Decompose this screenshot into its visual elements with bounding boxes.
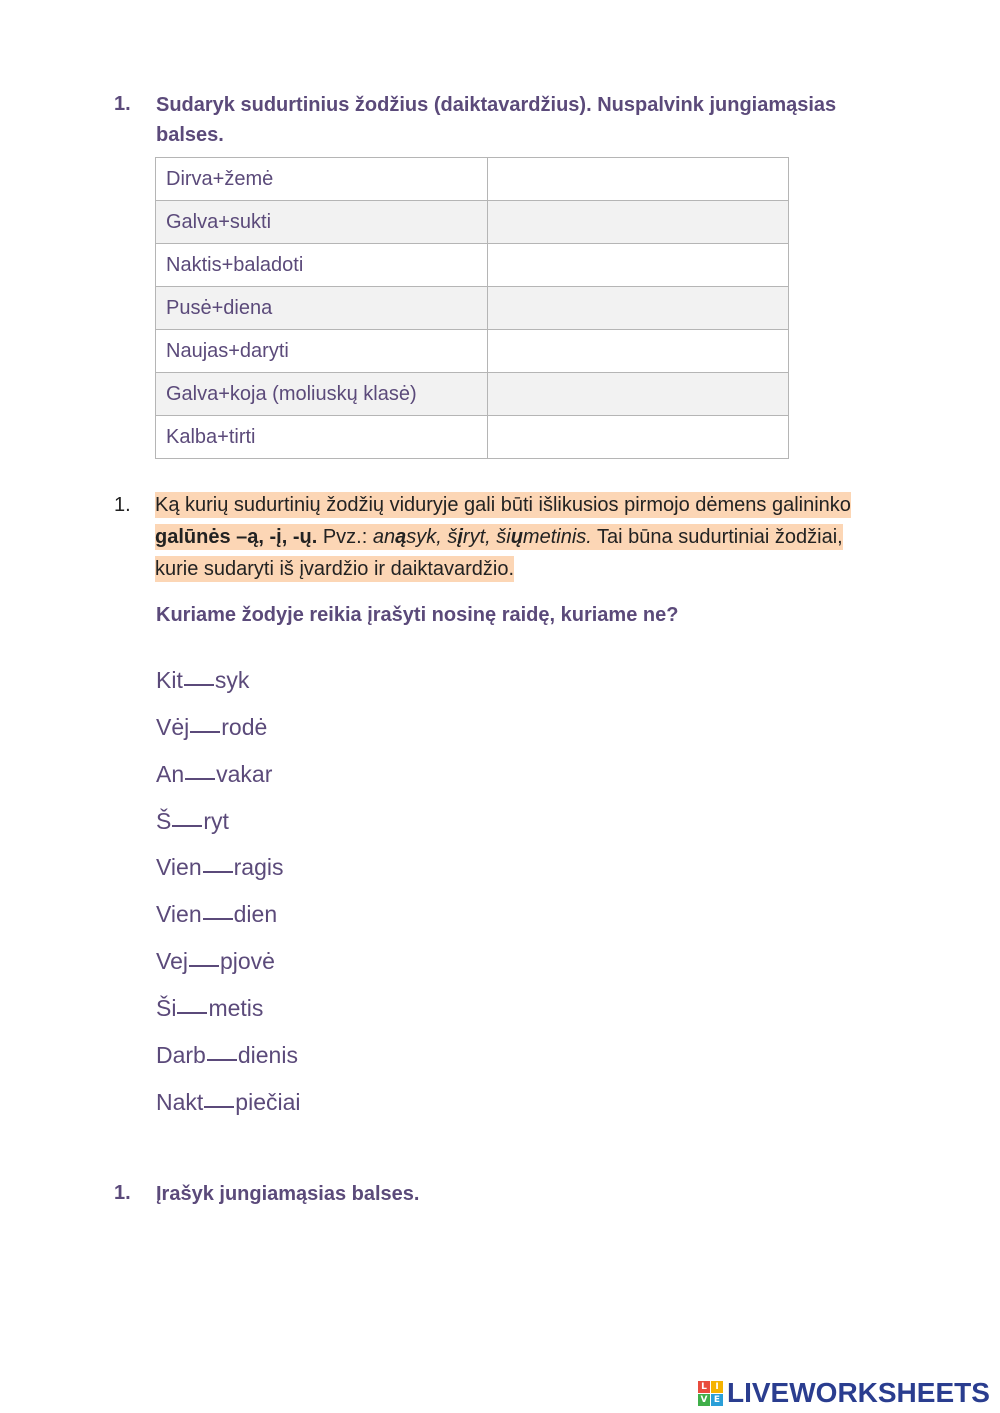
word-prompt: Naktis+baladoti [156, 244, 488, 287]
liveworksheets-logo [698, 1378, 990, 1408]
word-prompt: Galva+koja (moliuskų klasė) [156, 373, 488, 416]
list-item: Ši metis [156, 995, 264, 1021]
table-row [156, 330, 789, 373]
list-item: Kit syk [156, 667, 250, 693]
rule-paragraph [155, 489, 865, 585]
answer-cell[interactable] [488, 287, 789, 330]
answer-cell[interactable] [488, 330, 789, 373]
list-item: Vej pjovė [156, 948, 275, 974]
word-prompt: Naujas+daryti [156, 330, 488, 373]
word-prompt: Kalba+tirti [156, 416, 488, 459]
example-word: šiųmetinis. [496, 526, 592, 548]
table-row [156, 158, 789, 201]
blank-input[interactable] [177, 1012, 207, 1014]
blank-input[interactable] [189, 965, 219, 967]
list-item: Vien ragis [156, 854, 284, 880]
blank-input[interactable] [207, 1059, 237, 1061]
list-item: Š ryt [156, 808, 229, 834]
blank-input[interactable] [172, 825, 202, 827]
answer-cell[interactable] [488, 373, 789, 416]
answer-cell[interactable] [488, 244, 789, 287]
table-row [156, 287, 789, 330]
section-2-number: 1. [114, 494, 131, 516]
list-item: Nakt piečiai [156, 1089, 301, 1115]
blank-input[interactable] [185, 778, 215, 780]
table-row [156, 201, 789, 244]
rule-text: Ką kurių sudurtinių žodžių viduryje gali būti išlikusios pirmojo dėmens galininko [155, 494, 851, 516]
answer-cell[interactable] [488, 201, 789, 244]
table-row [156, 244, 789, 287]
blank-input[interactable] [203, 918, 233, 920]
word-prompt: Dirva+žemė [156, 158, 488, 201]
blank-input[interactable] [190, 731, 220, 733]
section-2-question: Kuriame žodyje reikia įrašyti nosinę raidę, kuriame ne? [156, 604, 679, 626]
blank-input[interactable] [203, 871, 233, 873]
logo-mark-icon: L I V E [698, 1381, 723, 1406]
logo-text: LIVEWORKSHEETS [727, 1377, 990, 1408]
table-row [156, 373, 789, 416]
table-row [156, 416, 789, 459]
example-word: anąsyk, [372, 526, 448, 548]
word-prompt: Pusė+diena [156, 287, 488, 330]
blank-input[interactable] [204, 1106, 234, 1108]
section-3-number: 1. [114, 1182, 131, 1204]
word-prompt: Galva+sukti [156, 201, 488, 244]
rule-text: Tai būna sudurtiniai žodžiai, kurie sudaryti iš įvardžio ir daiktavardžio. [155, 526, 843, 580]
answer-cell[interactable] [488, 416, 789, 459]
rule-endings: galūnės –ą, -į, -ų. [155, 526, 318, 548]
answer-cell[interactable] [488, 158, 789, 201]
list-item: An vakar [156, 761, 273, 787]
section-1-number: 1. [114, 93, 131, 115]
list-item: Darb dienis [156, 1042, 298, 1068]
rule-text: Pvz.: [317, 526, 373, 548]
blank-input[interactable] [184, 684, 214, 686]
example-word: šįryt, [447, 526, 497, 548]
list-item: Vėj rodė [156, 714, 268, 740]
section-1-heading: Sudaryk sudurtinius žodžius (daiktavardžius). Nuspalvink jungiamąsias balses. [156, 94, 837, 146]
list-item: Vien dien [156, 901, 278, 927]
compound-words-table [155, 157, 789, 459]
section-3-heading: Įrašyk jungiamąsias balses. [156, 1183, 420, 1205]
